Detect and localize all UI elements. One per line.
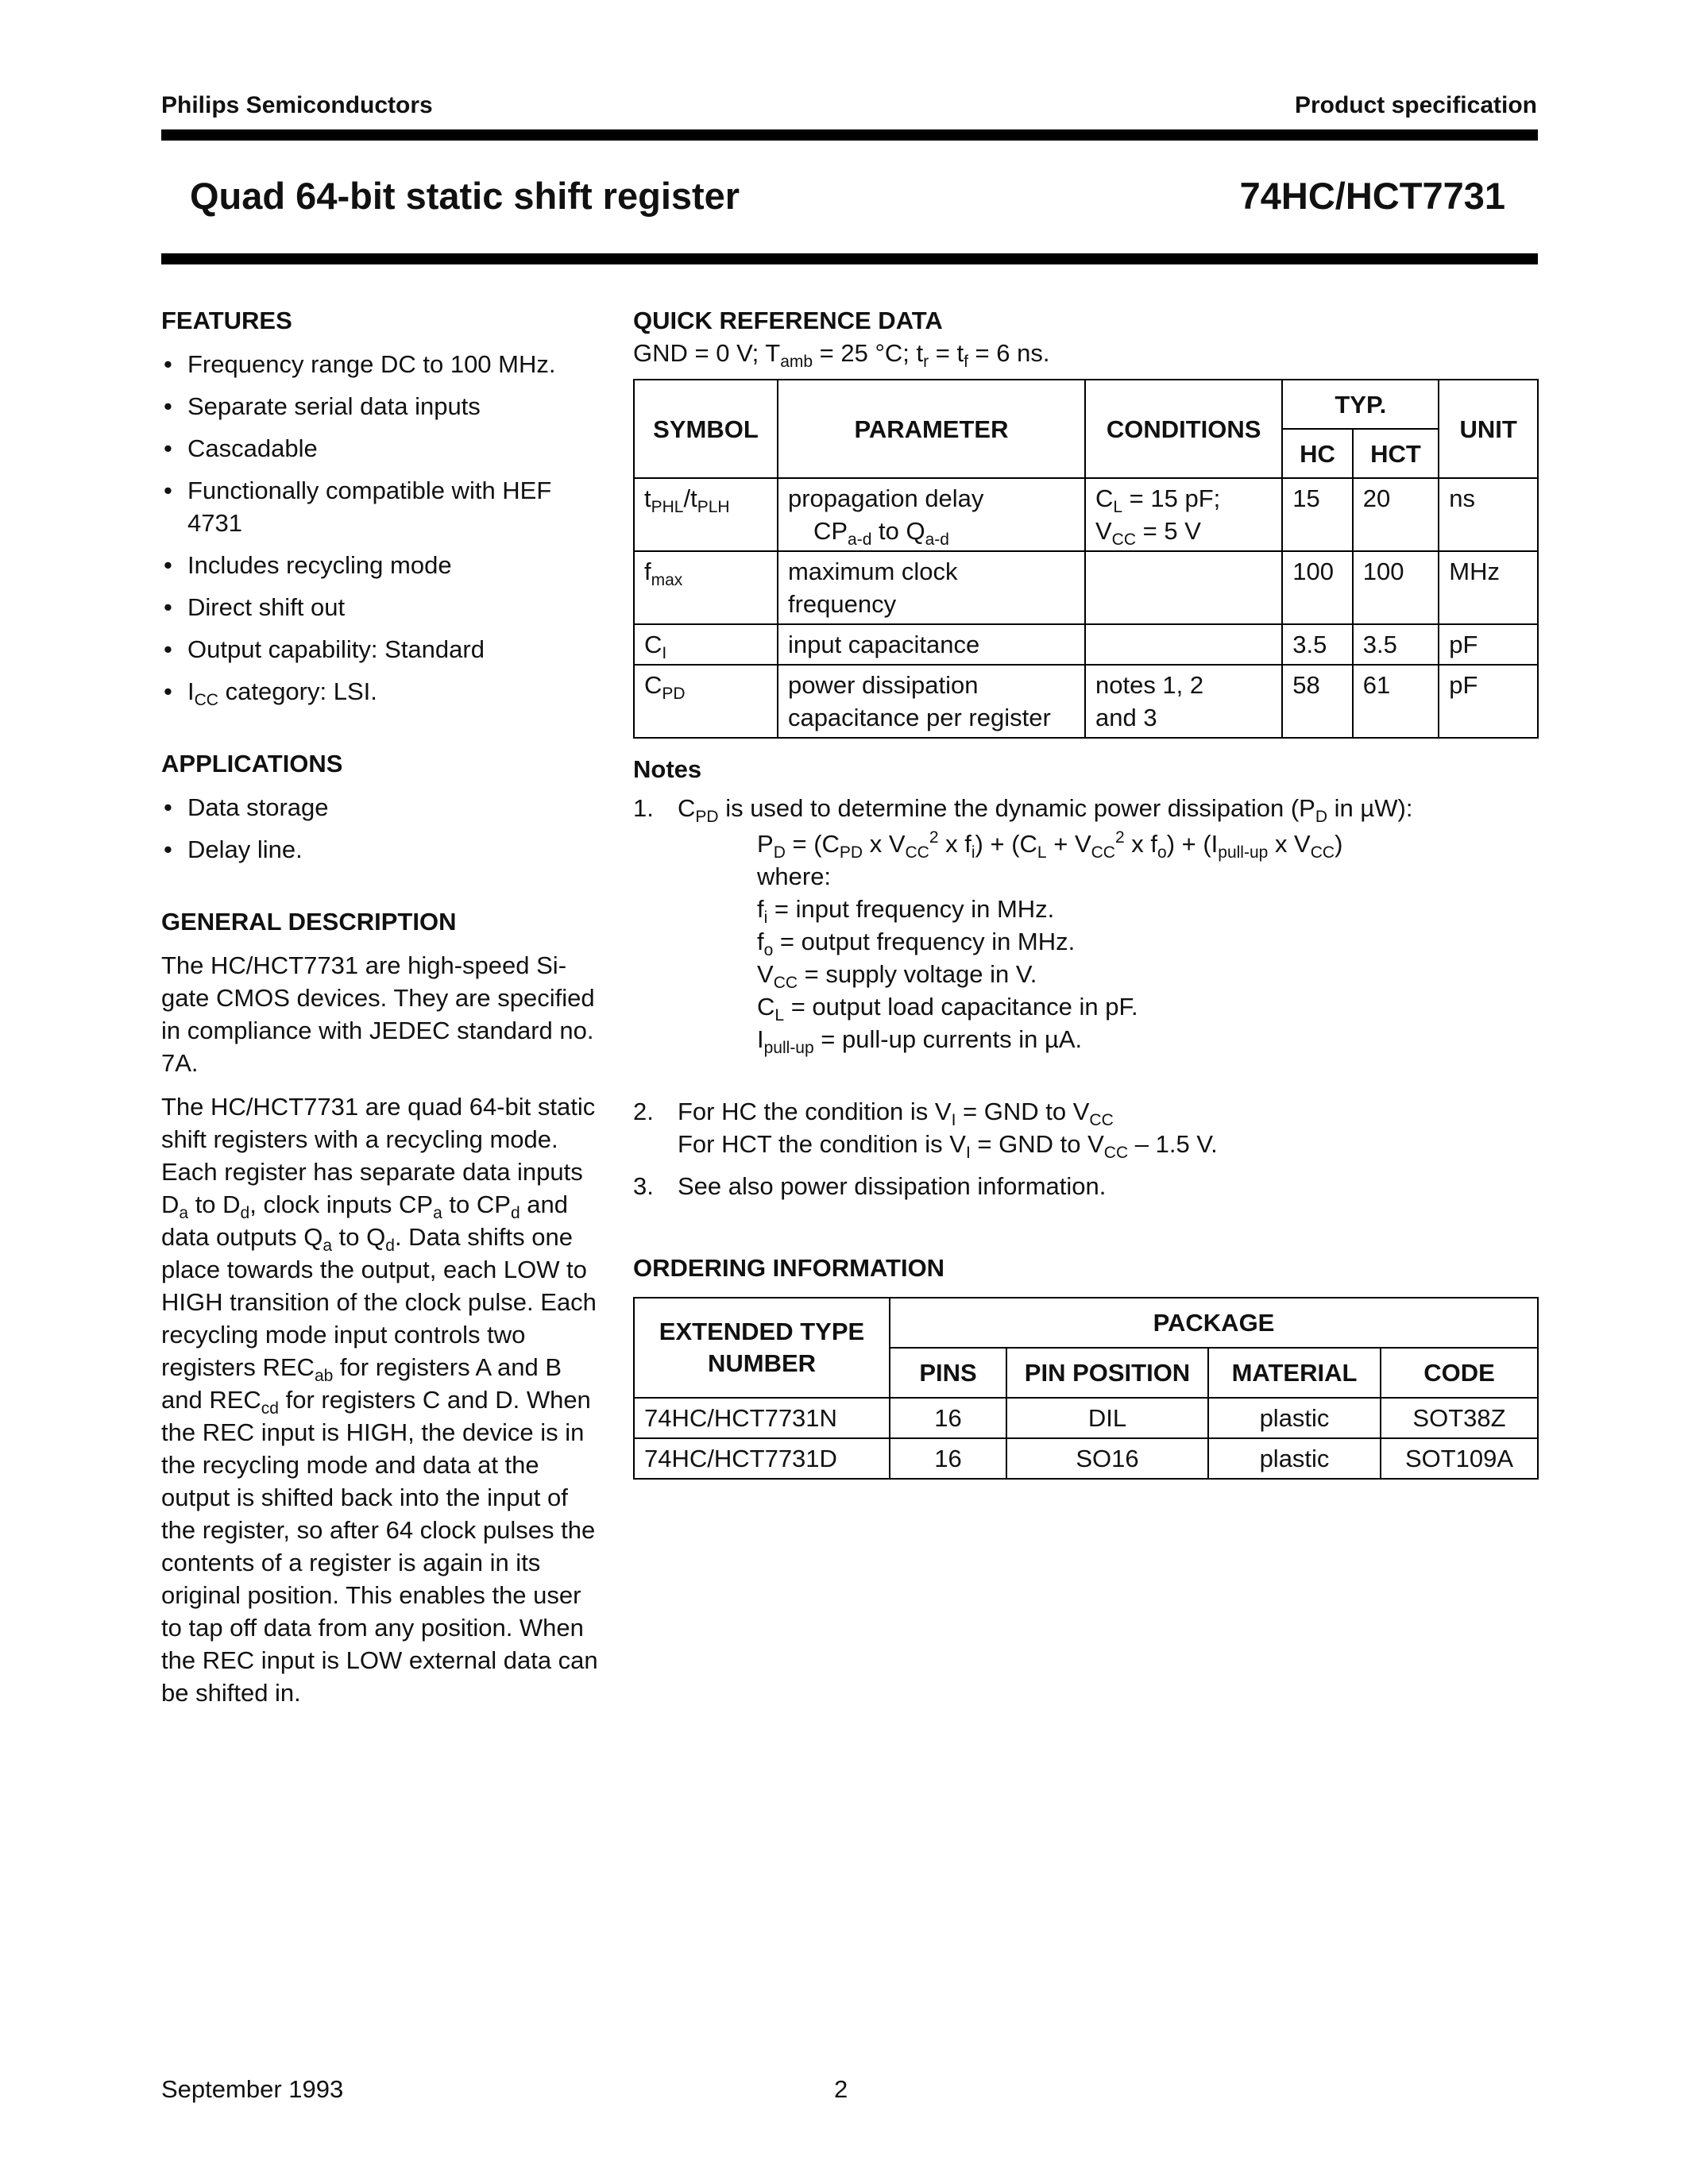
features-list	[161, 348, 606, 708]
list-item: • Includes recycling mode	[161, 549, 606, 581]
description-paragraph-2: The HC/HCT7731 are quad 64-bit static shift registers with a recycling mode. Each register has separate data inputs $D_a$ to $D_d$, clock inputs $CP_a$ to $CP_d$ and data outputs $Q_a$ to $Q_d$. Data shifts one place towards the output, each LOW to HIGH transition of the clock pulse. Each recycling mode input controls two registers $REC_{ab}$ for registers A and B and $REC_{cd}$ for registers C and D. When the REC input is HIGH, the device is in the recycling mode and data at the output is shifted back into the input of the register, so after 64 clock pulses the contents of a register is again in its original position. This enables the user to tap off data from any position. When the REC input is LOW external data can be shifted in.	[161, 1093, 598, 1707]
icc-subscript: CC	[194, 691, 218, 709]
cell-hct: 100	[1353, 551, 1439, 624]
cell-conditions: notes 1, 2 and 3	[1085, 665, 1282, 738]
col-header-hc: HC	[1282, 429, 1352, 478]
col-header-typ: TYP.	[1282, 380, 1439, 429]
note-3-text: See also power dissipation information.	[678, 1172, 1107, 1200]
cell-material: plastic	[1208, 1438, 1381, 1479]
cell-type: 74HC/HCT7731D	[634, 1438, 890, 1479]
note-number: 3.	[633, 1172, 654, 1200]
list-item: • Delay line.	[161, 833, 606, 866]
note-1: 1. $C_{PD}$ is used to determine the dynamic power dissipation ($P_D$ in µW): $P_D = (C_{PD}$ x $V_{CC}^2$ x $f_i) + (C_L + V_{CC}^2$ x $f_o) + (I_{pull-up}$ x $V_{CC}$) where: $f_i$ = input frequency in MHz. $f_o$ = output frequency in MHz. $V_{CC}$ = supply voltage in V. $C_L$ = output load capacitance in pF. $I_{pull-up}$ = pull-up currents in µA.	[633, 792, 1539, 1055]
table-row	[634, 478, 1538, 551]
icc-symbol: I	[187, 677, 195, 705]
part-number: 74HC/HCT7731	[1239, 175, 1505, 217]
ordering-heading: ORDERING INFORMATION	[633, 1254, 945, 1282]
cell-parameter: input capacitance	[778, 624, 1085, 665]
quick-reference-heading: QUICK REFERENCE DATA	[633, 307, 943, 334]
cell-type: 74HC/HCT7731N	[634, 1398, 890, 1438]
list-item: • Functionally compatible with HEF 4731	[161, 474, 606, 539]
cell-hc: 100	[1282, 551, 1352, 624]
cell-unit: ns	[1439, 478, 1538, 551]
note-number: 2.	[633, 1098, 654, 1125]
cell-symbol: $C_{PD}$	[634, 665, 778, 738]
page-number: 2	[834, 2075, 848, 2103]
top-rule	[161, 129, 1538, 141]
col-header-code: CODE	[1381, 1348, 1538, 1398]
cell-code: SOT109A	[1381, 1438, 1538, 1479]
col-header-hct: HCT	[1353, 429, 1439, 478]
right-column	[633, 304, 1539, 1480]
note-2: 2. For HC the condition is $V_I$ = GND to $V_{CC}$ For HCT the condition is $V_I$ = GND to $V_{CC} - 1.5$ V.	[633, 1095, 1539, 1160]
title-rule	[161, 253, 1538, 264]
cell-hct: 61	[1353, 665, 1439, 738]
cell-unit: pF	[1439, 665, 1538, 738]
cell-symbol: $t_{PHL}/t_{PLH}$	[634, 478, 778, 551]
cell-symbol: $f_{max}$	[634, 551, 778, 624]
general-description-heading: GENERAL DESCRIPTION	[161, 908, 457, 936]
applications-heading: APPLICATIONS	[161, 750, 343, 778]
col-header-extended-type: EXTENDED TYPE NUMBER	[634, 1298, 890, 1398]
cell-pins: 16	[890, 1398, 1006, 1438]
col-header-material: MATERIAL	[1208, 1348, 1381, 1398]
quick-reference-conditions: GND = 0 V; $T_{amb} = 25$ °C; $t_r = t_f = 6$ ns.	[633, 339, 1050, 371]
table-row	[634, 551, 1538, 624]
note-number: 1.	[633, 794, 654, 822]
table-row	[634, 1398, 1538, 1438]
list-item: • Separate serial data inputs	[161, 390, 606, 423]
applications-list	[161, 791, 606, 866]
cell-material: plastic	[1208, 1398, 1381, 1438]
note-3	[633, 1170, 1539, 1202]
list-item: • Frequency range DC to 100 MHz.	[161, 348, 606, 380]
notes-heading: Notes	[633, 755, 702, 783]
col-header-package: PACKAGE	[890, 1298, 1538, 1348]
list-item: • Cascadable	[161, 432, 606, 465]
table-row	[634, 624, 1538, 665]
description-paragraph-1: The HC/HCT7731 are high-speed Si-gate CMOS devices. They are specified in compliance with JEDEC standard no. 7A.	[161, 951, 595, 1077]
cell-hct: 20	[1353, 478, 1439, 551]
cell-pins: 16	[890, 1438, 1006, 1479]
cell-parameter: power dissipation capacitance per register	[778, 665, 1085, 738]
cell-hct: 3.5	[1353, 624, 1439, 665]
page-title: Quad 64-bit static shift register	[190, 175, 740, 217]
company-name: Philips Semiconductors	[161, 92, 433, 118]
cell-unit: pF	[1439, 624, 1538, 665]
icc-text: category: LSI.	[225, 677, 377, 705]
features-heading: FEATURES	[161, 307, 292, 334]
col-header-unit: UNIT	[1439, 380, 1538, 478]
document-type: Product specification	[1294, 92, 1537, 118]
ordering-table	[633, 1297, 1539, 1480]
cell-hc: 15	[1282, 478, 1352, 551]
cell-code: SOT38Z	[1381, 1398, 1538, 1438]
col-header-parameter: PARAMETER	[778, 380, 1085, 478]
cell-hc: 3.5	[1282, 624, 1352, 665]
cell-conditions	[1085, 624, 1282, 665]
list-item: • Data storage	[161, 791, 606, 824]
col-header-conditions: CONDITIONS	[1085, 380, 1282, 478]
list-item: • Direct shift out	[161, 591, 606, 623]
list-item	[161, 675, 606, 708]
cell-parameter: maximum clock frequency	[778, 551, 1085, 624]
cell-parameter: propagation delay $CP_{a-d}$ to $Q_{a-d}$	[778, 478, 1085, 551]
cell-pin-position: DIL	[1006, 1398, 1208, 1438]
left-column	[161, 304, 606, 1720]
cell-pin-position: SO16	[1006, 1438, 1208, 1479]
col-header-symbol: SYMBOL	[634, 380, 778, 478]
cell-symbol: $C_I$	[634, 624, 778, 665]
quick-reference-table	[633, 379, 1539, 739]
footer-date: September 1993	[161, 2075, 344, 2103]
col-header-pin-position: PIN POSITION	[1006, 1348, 1208, 1398]
notes-list	[633, 792, 1539, 1202]
col-header-pins: PINS	[890, 1348, 1006, 1398]
cell-conditions: $C_L = 15$ pF; $V_{CC} = 5$ V	[1085, 478, 1282, 551]
cell-conditions	[1085, 551, 1282, 624]
table-row	[634, 665, 1538, 738]
list-item: • Output capability: Standard	[161, 633, 606, 666]
where-label: where:	[757, 862, 832, 890]
cell-unit: MHz	[1439, 551, 1538, 624]
note-1-formula: $P_D = (C_{PD}$ x $V_{CC}^2$ x $f_i) + (C_L + V_{CC}^2$ x $f_o) + (I_{pull-up}$ x $V_{CC}$) where: $f_i$ = input frequency in MHz. $f_o$ = output frequency in MHz. $V_{CC}$ = supply voltage in V. $C_L$ = output load capacitance in pF. $I_{pull-up}$ = pull-up currents in µA.	[757, 828, 1343, 1057]
table-row	[634, 1438, 1538, 1479]
cell-hc: 58	[1282, 665, 1352, 738]
